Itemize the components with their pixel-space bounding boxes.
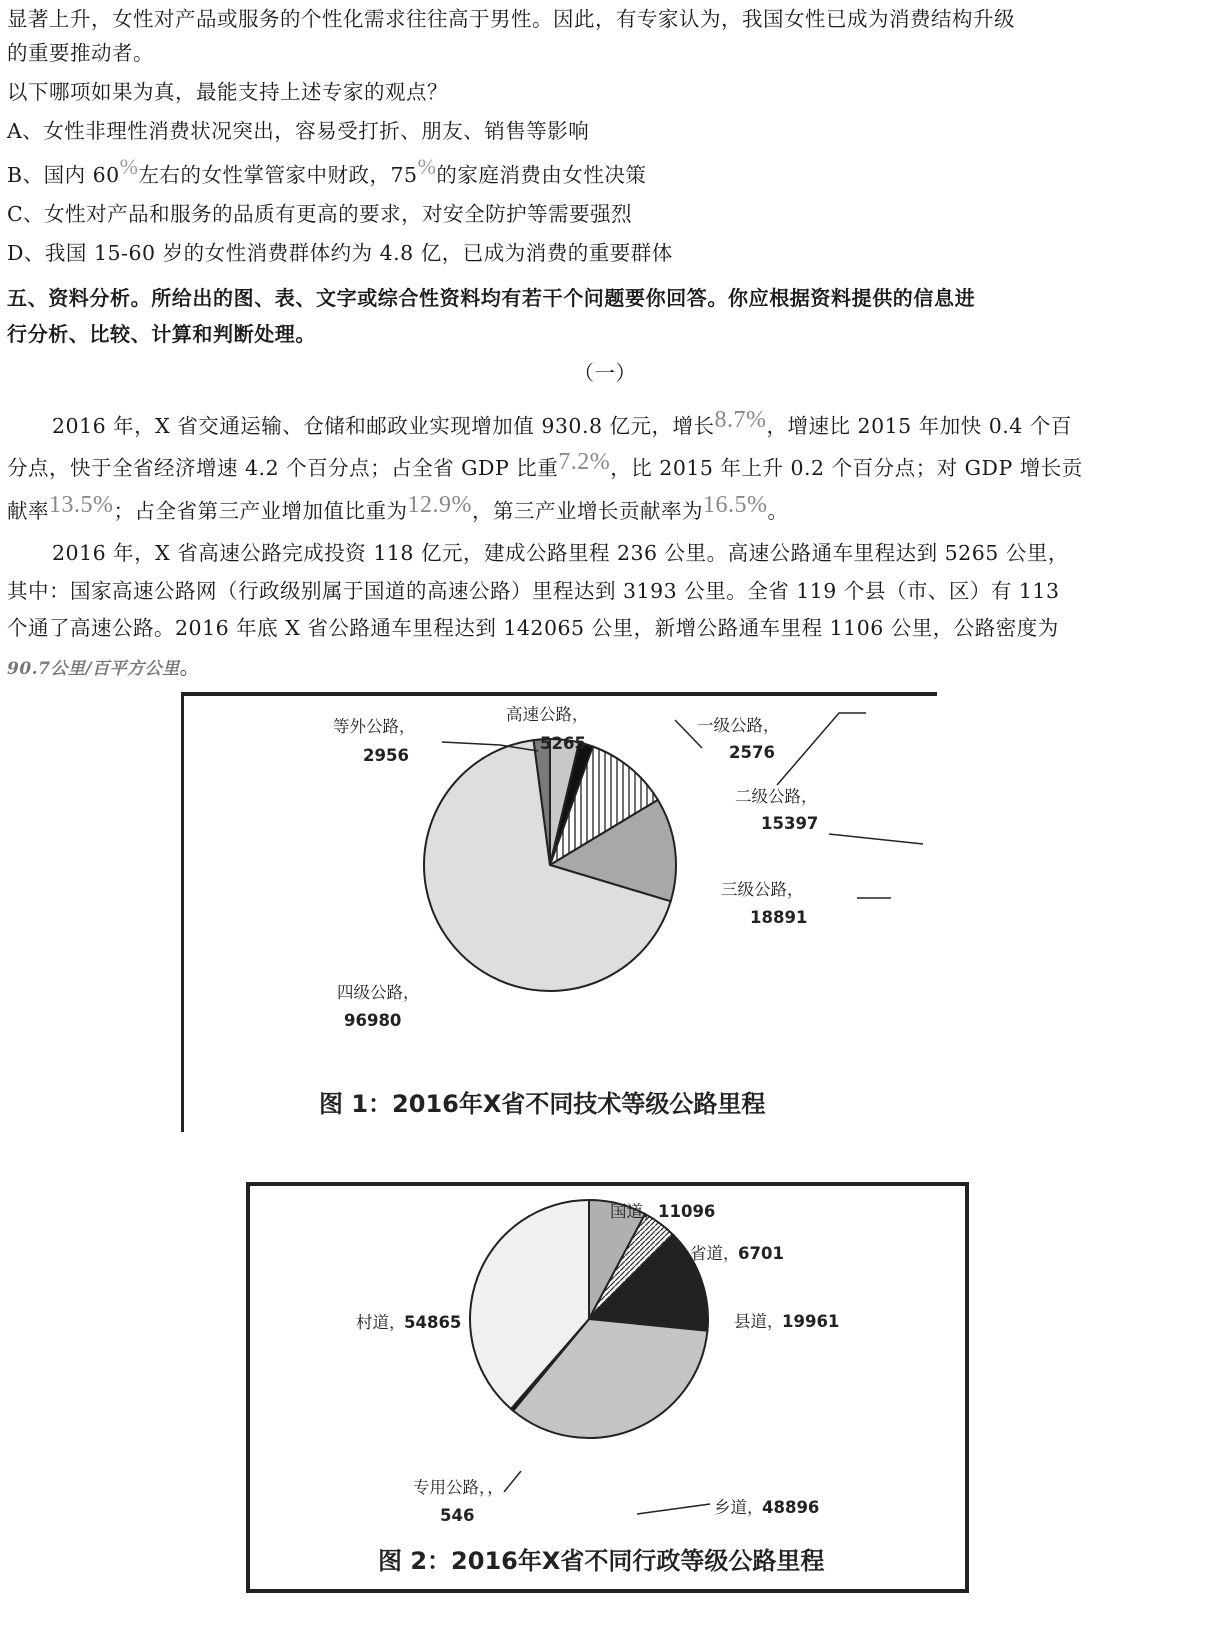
section-heading: 五、资料分析。所给出的图、表、文字或综合性资料均有若干个问题要你回答。你应根据资料提供的信息进 <box>7 286 976 310</box>
slice-value: 2576 <box>729 743 775 762</box>
option-c: C、女性对产品和服务的品质有更高的要求，对安全防护等需要强烈 <box>7 202 633 226</box>
text-span: ，第三产业增长贡献率为 <box>472 499 703 523</box>
slice-label: 一级公路， <box>697 716 780 735</box>
paragraph-line <box>7 449 1083 483</box>
slice-value: 48896 <box>762 1498 820 1517</box>
text-span: 献率 <box>7 499 49 523</box>
option-b-text: 左右的女性掌管家中财政，75 <box>138 163 418 187</box>
figure-caption: 图 1：2016年X省不同技术等级公路里程 <box>319 1090 766 1118</box>
slice-value: 11096 <box>658 1202 716 1221</box>
text-span: ，比 2015 年上升 0.2 个百分点；对 GDP 增长贡 <box>610 456 1083 480</box>
text-span: 分点，快于全省经济增速 4.2 个百分点；占全省 GDP 比重 <box>7 456 559 480</box>
text-span: 2016 年，X 省交通运输、仓储和邮政业实现增加值 930.8 亿元，增长 <box>52 414 715 438</box>
slice-value: 546 <box>440 1506 475 1525</box>
figure-2 <box>246 1182 969 1593</box>
percent-sign: % <box>417 154 437 179</box>
highlight-value: 90.7公里/百平方公里 <box>7 659 180 679</box>
slice-label: 四级公路， <box>337 983 420 1002</box>
paragraph-line: 个通了高速公路。2016 年底 X 省公路通车里程达到 142065 公里，新增公路通车里程 1106 公里，公路密度为 <box>7 616 1059 640</box>
option-b <box>7 154 647 190</box>
paragraph-line <box>7 652 201 684</box>
paragraph-line <box>52 407 1072 441</box>
highlight-value: 8.7% <box>714 407 767 433</box>
part-number: （一） <box>573 361 637 385</box>
option-d: D、我国 15-60 岁的女性消费群体约为 4.8 亿，已成为消费的重要群体 <box>7 241 673 265</box>
percent-sign: % <box>119 154 139 179</box>
highlight-value: 12.9% <box>407 492 472 518</box>
text-span: ，增速比 2015 年加快 0.4 个百 <box>766 414 1072 438</box>
slice-value: 2956 <box>363 746 409 765</box>
slice-label: 国道， <box>610 1202 660 1221</box>
slice-label: 村道， <box>356 1313 406 1332</box>
text-span: ；占全省第三产业增加值比重为 <box>113 499 408 523</box>
slice-value: 15397 <box>761 814 819 833</box>
figure-caption: 图 2：2016年X省不同行政等级公路里程 <box>378 1547 825 1575</box>
slice-label: 三级公路， <box>721 880 804 899</box>
figure-1 <box>181 692 937 1132</box>
slice-label: 专用公路，， <box>413 1478 504 1497</box>
paragraph-line <box>7 492 789 526</box>
slice-value: 5265 <box>540 734 586 753</box>
text-span: 。 <box>767 499 789 523</box>
slice-value: 18891 <box>750 908 808 927</box>
highlight-value: 16.5% <box>703 492 768 518</box>
option-b-text: 的家庭消费由女性决策 <box>436 163 647 187</box>
slice-label: 乡道， <box>714 1498 764 1517</box>
highlight-value: 13.5% <box>49 492 114 518</box>
question-stem: 以下哪项如果为真，最能支持上述专家的观点？ <box>7 80 448 104</box>
slice-value: 6701 <box>738 1244 784 1263</box>
slice-label: 等外公路， <box>333 717 416 736</box>
option-b-text: B、国内 60 <box>7 163 120 187</box>
slice-label: 二级公路， <box>735 787 818 806</box>
slice-value: 96980 <box>344 1011 402 1030</box>
paragraph-line: 2016 年，X 省高速公路完成投资 118 亿元，建成公路里程 236 公里。高速公路通车里程达到 5265 公里， <box>52 541 1069 565</box>
slice-label: 高速公路， <box>506 705 589 724</box>
text-span: 。 <box>179 655 201 679</box>
highlight-value: 7.2% <box>558 449 611 475</box>
pie-chart-2 <box>250 1186 965 1589</box>
slice-label: 省道， <box>690 1244 740 1263</box>
option-a: A、女性非理性消费状况突出，容易受打折、朋友、销售等影响 <box>7 119 590 143</box>
text-line: 的重要推动者。 <box>7 41 154 65</box>
pie-chart-1 <box>184 696 937 1132</box>
section-heading: 行分析、比较、计算和判断处理。 <box>7 322 316 346</box>
paragraph-line: 其中：国家高速公路网（行政级别属于国道的高速公路）里程达到 3193 公里。全省 119 个县（市、区）有 113 <box>7 579 1060 603</box>
slice-label: 县道， <box>734 1312 784 1331</box>
slice-value: 19961 <box>782 1312 840 1331</box>
text-line: 显著上升，女性对产品或服务的个性化需求往往高于男性。因此，有专家认为，我国女性已成为消费结构升级 <box>7 7 1015 31</box>
slice-value: 54865 <box>404 1313 462 1332</box>
